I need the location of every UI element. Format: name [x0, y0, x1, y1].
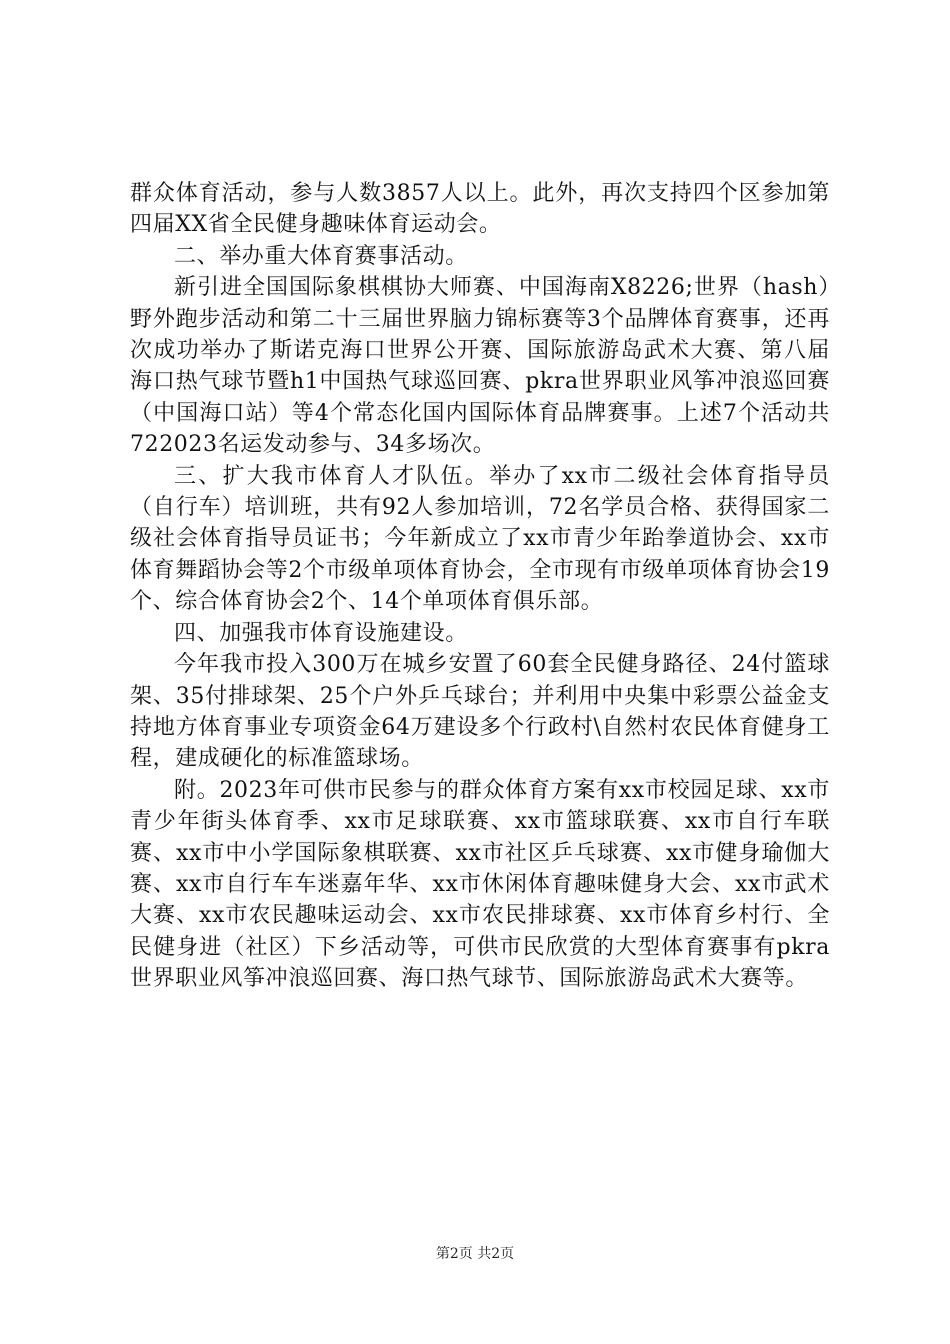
paragraph-facilities: 今年我市投入300万在城乡安置了60套全民健身路径、24付篮球架、35付排球架、25个户外乒乓球台；并利用中央集中彩票公益金支持地方体育事业专项资金64万建设多个行政村\自然村农民体育健身工程，建成硬化的标准篮球场。 [130, 652, 830, 772]
paragraph-participation: 群众体育活动，参与人数3857人以上。此外，再次支持四个区参加第四届XX省全民健身趣味体育运动会。 [130, 181, 830, 238]
heading-major-events: 二、举办重大体育赛事活动。 [174, 243, 468, 269]
paragraph-major-events: 新引进全国国际象棋棋协大师赛、中国海南X8226;世界（hash）野外跑步活动和第二十三届世界脑力锦标赛等3个品牌体育赛事，还再次成功举办了斯诺克海口世界公开赛、国际旅游岛武术大赛、第八届海口热气球节暨h1中国热气球巡回赛、pkra世界职业风筝冲浪巡回赛（中国海口站）等4个常态化国内国际体育品牌赛事。上述7个活动共722023名运发动参与、34多场次。 [130, 275, 830, 458]
paragraph-appendix: 附。2023年可供市民参与的群众体育方案有xx市校园足球、xx市青少年街头体育季、xx市足球联赛、xx市篮球联赛、xx市自行车联赛、xx市中小学国际象棋联赛、xx市社区乒乓球赛、xx市健身瑜伽大赛、xx市自行车车迷嘉年华、xx市休闲体育趣味健身大会、xx市武术大赛、xx市农民趣味运动会、xx市农民排球赛、xx市体育乡村行、全民健身进（社区）下乡活动等，可供市民欣赏的大型体育赛事有pkra世界职业风筝冲浪巡回赛、海口热气球节、国际旅游岛武术大赛等。 [130, 777, 830, 992]
page-footer: 第2页 共2页 [435, 1246, 515, 1262]
document-body [130, 178, 830, 995]
paragraph-talent-team: 三、扩大我市体育人才队伍。举办了xx市二级社会体育指导员（自行车）培训班，共有92人参加培训，72名学员合格、获得国家二级社会体育指导员证书；今年新成立了xx市青少年跆拳道协会、xx市体育舞蹈协会等2个市级单项体育协会，全市现有市级单项体育协会19个、综合体育协会2个、14个单项体育俱乐部。 [130, 463, 830, 615]
heading-facilities: 四、加强我市体育设施建设。 [174, 620, 468, 646]
